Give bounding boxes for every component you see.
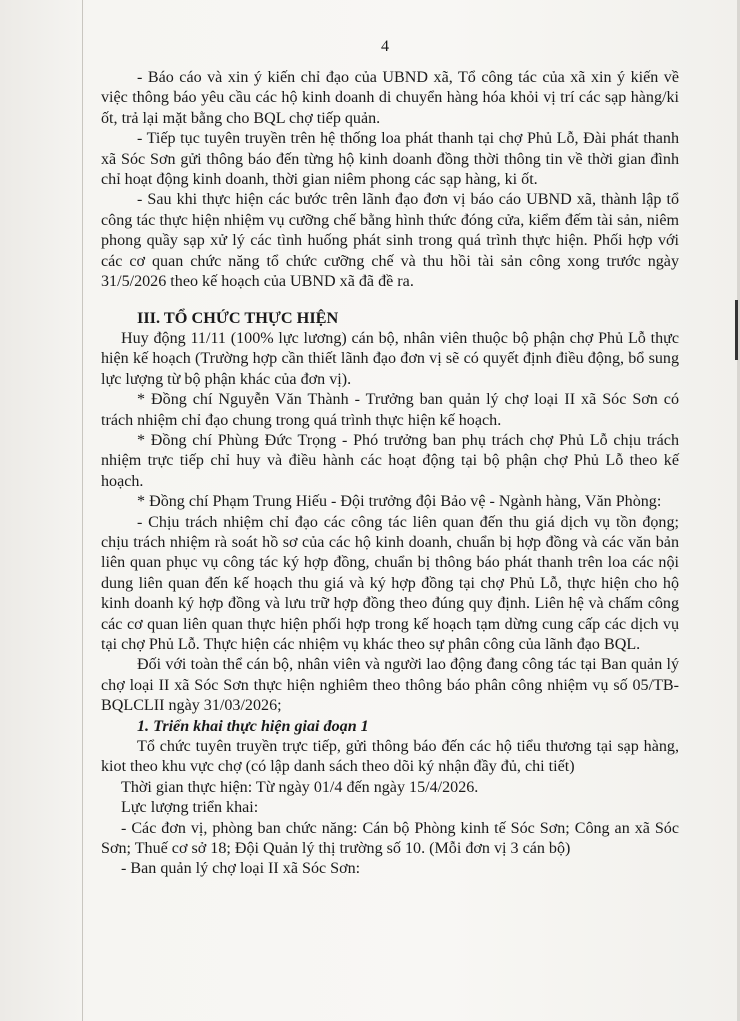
paragraph: - Báo cáo và xin ý kiến chỉ đạo của UBND xã, Tổ công tác của xã xin ý kiến về việc thông báo yêu cầu các hộ kinh doanh di chuyển hàng hóa khỏi vị trí các sạp hàng/ki ốt, trả lại mặt bằng cho BQL chợ tiếp quản.	[101, 69, 679, 127]
paragraph: Huy động 11/11 (100% lực lương) cán bộ, nhân viên thuộc bộ phận chợ Phủ Lỗ thực hiện kế hoạch (Trường hợp cần thiết lãnh đạo đơn vị sẽ có quyết định điều động, bổ sung lực lượng từ bộ phận khác của đơn vị).	[101, 329, 679, 388]
page-margin-line	[82, 0, 83, 1021]
paragraph: - Ban quản lý chợ loại II xã Sóc Sơn:	[121, 860, 361, 878]
paragraph: Đối với toàn thể cán bộ, nhân viên và người lao động đang công tác tại Ban quản lý chợ loại II xã Sóc Sơn thực hiện nghiêm theo thông báo phân công nhiệm vụ số 05/TB-BQLCLII ngày 31/03/2026;	[101, 656, 679, 715]
paragraph: * Đồng chí Phạm Trung Hiếu - Đội trưởng đội Bảo vệ - Ngành hàng, Văn Phòng:	[137, 493, 662, 511]
paragraph: Lực lượng triển khai:	[121, 799, 259, 817]
scroll-indicator	[735, 300, 738, 360]
section-heading: III. TỔ CHỨC THỰC HIỆN	[137, 308, 339, 328]
paragraph: - Các đơn vị, phòng ban chức năng: Cán bộ Phòng kinh tế Sóc Sơn; Công an xã Sóc Sơn; Thuế cơ sở 18; Đội Quản lý thị trường số 10. (Mỗi đơn vị 3 cán bộ)	[101, 819, 679, 858]
paragraph: - Chịu trách nhiệm chỉ đạo các công tác liên quan đến thu giá dịch vụ tồn đọng; chịu trách nhiệm rà soát hồ sơ của các hộ kinh doanh, chuẩn bị hợp đồng và các văn bản liên quan phục vụ công tác ký hợp đồng, chuẩn bị thông báo phát thanh trên loa các nội dung liên quan đến kế hoạch thu giá và ký hợp đồng tại chợ Phủ Lỗ, thực hiện cho hộ kinh doanh ký hợp đồng và lưu trữ hợp đồng theo đúng quy định. Liên hệ và chấm công các cơ quan liên quan thực hiện phối hợp trong kế hoạch tạm dừng cung cấp các dịch vụ tại chợ Phủ Lỗ. Thực hiện các nhiệm vụ khác theo sự phân công của lãnh đạo BQL.	[101, 513, 679, 653]
page-number: 4	[381, 38, 389, 55]
paragraph: - Sau khi thực hiện các bước trên lãnh đạo đơn vị báo cáo UBND xã, thành lập tổ công tác thực hiện nhiệm vụ cưỡng chế bằng hình thức đóng cửa, kiểm đếm tài sản, niêm phong quầy sạp xử lý các tình huống phát sinh trong quá trình thực hiện. Phối hợp với các cơ quan chức năng tổ chức cưỡng chế và thu hồi tài sản công xong trước ngày 31/5/2026 theo kế hoạch của UBND xã đã đề ra.	[101, 191, 679, 291]
paragraph: Thời gian thực hiện: Từ ngày 01/4 đến ngày 15/4/2026.	[121, 778, 479, 796]
subsection-heading: 1. Triển khai thực hiện giai đoạn 1	[137, 717, 369, 735]
paragraph: * Đồng chí Nguyễn Văn Thành - Trưởng ban quản lý chợ loại II xã Sóc Sơn có trách nhiệm chỉ đạo chung trong quá trình thực hiện kế hoạch.	[101, 391, 679, 429]
paragraph: * Đồng chí Phùng Đức Trọng - Phó trưởng ban phụ trách chợ Phủ Lỗ chịu trách nhiệm trực tiếp chỉ huy và điều hành các hoạt động tại bộ phận chợ Phủ Lỗ theo kế hoạch.	[101, 431, 679, 490]
document-body	[101, 68, 679, 880]
paragraph: Tổ chức tuyên truyền trực tiếp, gửi thông báo đến các hộ tiểu thương tại sạp hàng, kiot theo khu vực chợ (có lập danh sách theo dõi ký nhận đầy đủ, chi tiết)	[101, 738, 679, 776]
paragraph: - Tiếp tục tuyên truyền trên hệ thống loa phát thanh tại chợ Phủ Lỗ, Đài phát thanh xã Sóc Sơn gửi thông báo đến từng hộ kinh doanh đồng thời thông tin về thời gian đình chỉ hoạt động kinh doanh, thời gian niêm phong các sạp hàng, ki ốt.	[101, 130, 679, 189]
